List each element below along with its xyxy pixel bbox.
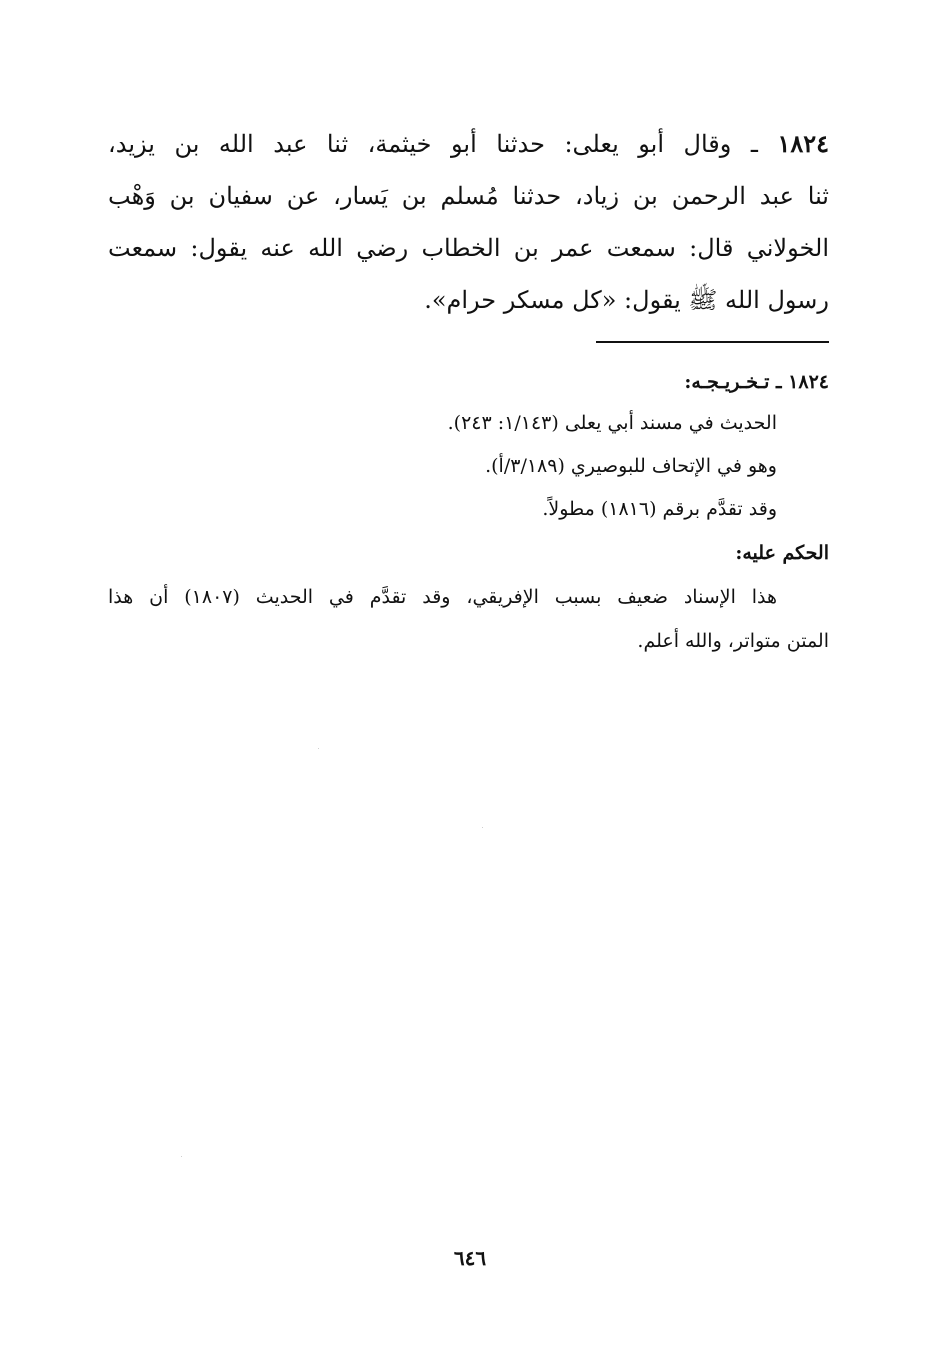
hadith-line-4: رسول الله ﷺ يقول: «كل مسكر حرام». — [424, 286, 829, 314]
ruling-line-2: المتن متواتر، والله أعلم. — [637, 630, 829, 652]
source-line-3: وقد تقدَّم برقم (١٨١٦) مطولاً. — [542, 498, 777, 520]
entry-number: ١٨٢٤ — [777, 129, 829, 158]
footnote-divider — [596, 341, 829, 343]
ruling-heading: الحكم عليه: — [735, 542, 829, 564]
scan-speck — [318, 748, 319, 749]
ruling-line-1: هذا الإسناد ضعيف بسبب الإفريقي، وقد تقدَّم في الحديث (١٨٠٧) أن هذا — [108, 586, 777, 608]
footnotes — [108, 362, 829, 663]
hadith-line-2: ثنا عبد الرحمن بن زياد، حدثنا مُسلم بن يَسار، عن سفيان بن وَهْب — [108, 182, 829, 210]
hadith-line-3: الخولاني قال: سمعت عمر بن الخطاب رضي الله عنه يقول: سمعت — [108, 234, 829, 262]
hadith-line-1 — [108, 118, 829, 170]
takhrij-heading: ١٨٢٤ ـ تـخـريـجـه: — [684, 371, 829, 393]
scan-speck — [181, 1156, 182, 1157]
source-line-1: الحديث في مسند أبي يعلى (١/١٤٣: ٢٤٣). — [447, 412, 777, 434]
scan-speck — [482, 827, 483, 828]
hadith-line-1-text: ـ وقال أبو يعلى: حدثنا أبو خيثمة، ثنا عبد الله بن يزيد، — [108, 130, 758, 158]
hadith-text — [108, 118, 829, 326]
page-number: ٦٤٦ — [453, 1246, 487, 1270]
source-line-2: وهو في الإتحاف للبوصيري (٣/١٨٩/أ). — [485, 455, 777, 477]
